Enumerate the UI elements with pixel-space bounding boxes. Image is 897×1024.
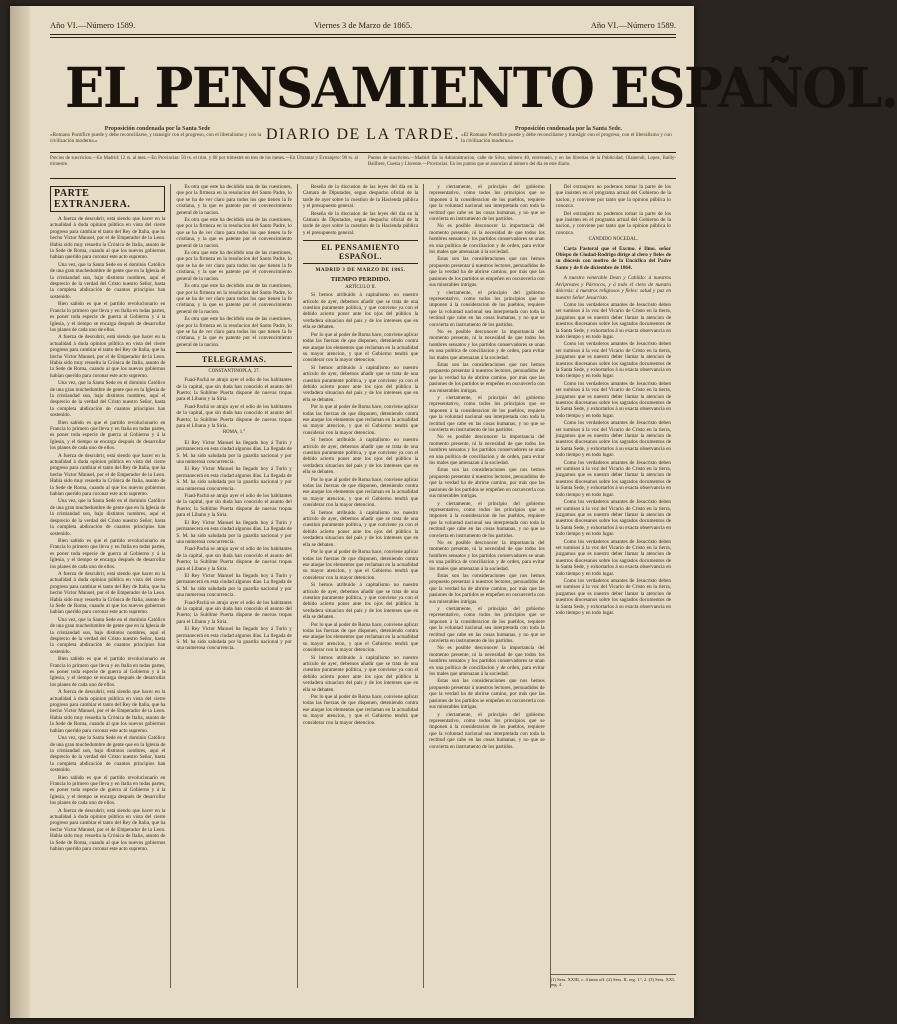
paragraph: Bien sabido es que el partido revolucionario en Francia lo primero que lleva y en Italia en todas partes, es poner toda especie de guerra al Gobierno y á la Iglesia, y el tiempo se encarga después de desarrollar los planes de cada uno de ellos. <box>50 656 166 688</box>
paragraph: Si hemos atribuido á capitalismo no nuestro artículo de ayer, debemos añadir que se trata de una cuestion puramente politica, y que conviene ya con el debido acierto poner ante los ojos del público la verdadera situacion del país y de los intereses que en ella se debaten. <box>302 582 419 621</box>
paragraph: y ciertamente, el principio del gobierno representativo, como todos los principios que se imponen á la consideracion de los pueblos, requiere que la voluntad nacional sea interpretada con toda la rectitud que cabe en las cosas humanas, y no que se convierta en instrumento de los partidos. <box>429 711 545 750</box>
masthead-subtitle: DIARIO DE LA TARDE. <box>265 126 461 144</box>
paragraph: A fuerza de descubrir, está siendo que hacer en la actualidad á duda opinion pública en vista del cierre progreso para cambiar el tanto del Rey de Italia, que ha hecho Victor Manuel, por el de Emperador de la Leon. Había sido muy resuelta la Crónica de Italia, asunto de la Sede de Roma, cuando al que los nuevos gobiernos habían querido para coronar este acto supremo. <box>50 452 166 498</box>
top-rule <box>50 34 676 35</box>
paragraph: Como los verdaderos amantes de Jesucristo deben ser sumisos á la voz del Vicario de Cristo en la tierra, juzgamos que es nuestro deber llamar la atencion de nuestros diocesanos sobre los sagrados documentos de la Santa Sede, y exhortarlos á su exacta observancia en todo tiempo y en todo lugar. <box>555 499 672 538</box>
paragraph: No es posible desconocer la importancia del momento presente, ni la necesidad de que todos los hombres sensatos y los partidos conservadores se unan en una política de conciliacion y de orden, para evitar los males que amenazan á la sociedad. <box>429 223 545 256</box>
paragraph: y ciertamente, el principio del gobierno representativo, como todos los principios que se imponen á la consideracion de los pueblos, requiere que la voluntad nacional sea interpretada con toda la rectitud que cabe en las cosas humanas, y no que se convierta en instrumento de los partidos. <box>429 184 545 223</box>
column-4-text <box>429 184 544 750</box>
paragraph: Si hemos atribuido á capitalismo no nuestro artículo de ayer, debemos añadir que se trata de una cuestion puramente politica, y que conviene ya con el debido acierto poner ante los ojos del público la verdadera situacion del país y de los intereses que en ella se debaten. <box>302 654 419 693</box>
paragraph: Como los verdaderos amantes de Jesucristo deben ser sumisos á la voz del Vicario de Cristo en la tierra, juzgamos que es nuestro deber llamar la atencion de nuestros diocesanos sobre los sagrados documentos de la Santa Sede, y exhortarlos á su exacta observancia en todo tiempo y en todo lugar. <box>555 420 672 459</box>
paragraph: Como los verdaderos amantes de Jesucristo deben ser sumisos á la voz del Vicario de Cristo en la tierra, juzgamos que es nuestro deber llamar la atencion de nuestros diocesanos sobre los sagrados documentos de la Santa Sede, y exhortarlos á su exacta observancia en todo tiempo y en todo lugar. <box>555 577 672 616</box>
paragraph: Fuad-Pachá se atrajo ayer el odio de los habitantes de la capital, que sin duda han conocido el asunto del Puerto; la Sublime Puerta dispone de nuevas tropas para el Líbano y la Siria. <box>176 403 292 429</box>
section-title-foreign: PARTE EXTRANJERA. <box>50 186 165 212</box>
paragraph: Bien sabido es que el partido revolucionario en Francia lo primero que lleva y en Italia en todas partes, es poner toda especie de guerra al Gobierno y á la Iglesia, y el tiempo se encarga después de desarrollar los planes de cada uno de ellos. <box>50 301 166 333</box>
paragraph: A fuerza de descubrir, está siendo que hacer en la actualidad á duda opinion pública en vista del cierre progreso para cambiar el tanto del Rey de Italia, que ha hecho Victor Manuel, por el de Emperador de la Leon. Había sido muy resuelta la Crónica de Italia, asunto de la Sede de Roma, cuando al que los nuevos gobiernos habían querido para coronar este acto supremo. <box>50 689 166 734</box>
paragraph: Una vez, que la Santa Sede en el dominio Católico de una gran muchedumbre de gente que en la Iglesia de la cristiandad son, bajo distintos nombres, aquí el desprecio de la verdad del Cristo nuestro Señor, hasta la completa abdicación de cuantos principios han sostenido. <box>50 380 166 419</box>
subscription-terms <box>50 156 676 168</box>
left-motto <box>50 126 265 145</box>
paragraph: Reseña de la discusion de las leyes del dia en la Cámara de Diputados, segun despacho oficial de la tarde de ayer sobre la cuestion de la Hacienda pública y el presupuesto general. <box>302 210 419 236</box>
editorial-banner: EL PENSAMIENTO ESPAÑOL. <box>303 240 418 264</box>
paragraph: Es otra que este ha decidido una de las cuestiones, que por la firmeza en la resolucion del Santo Padre, lo que se ha de ver claro para todos los que tienen la fe cristiana, y la que es patente por el convencimiento general de la nacion. <box>176 250 292 282</box>
paragraph: No es posible desconocer la importancia del momento presente, ni la necesidad de que todos los hombres sensatos y los partidos conservadores se unan en una política de conciliacion y de orden, para evitar los males que amenazan á la sociedad. <box>429 539 545 572</box>
column-1-text <box>50 216 165 852</box>
issue-date: Viernes 3 de Marzo de 1865. <box>313 20 413 30</box>
subscription-offices: Puntos de suscricion.—Madrid: En la Administracion, calle de Silva, número 40, entresuelo, y en las librerías de la Publicidad, Olamendi, Lopez, Bailly-Bailliere, Cuesta y Llorente.—Provincias: En los puntos que se anuncian al número del día en este diario. <box>368 156 676 167</box>
paragraph: Fuad-Pachá se atrajo ayer el odio de los habitantes de la capital, que sin duda han conocido el asunto del Puerto; la Sublime Puerta dispone de nuevas tropas para el Líbano y la Siria. <box>176 493 292 519</box>
paragraph: Por lo que al poder de Roma hace, conviene aplicar todas las fuerzas de que disponen, deteniendo contra ese ataque los elementos que reclaman en la actualidad su mayor atencion, y que el Gobierno tendrá que considerar con la mayor detencion. <box>302 549 419 581</box>
masthead-subrow <box>50 126 676 145</box>
paragraph: Por lo que al poder de Roma hace, conviene aplicar todas las fuerzas de que disponen, deteniendo contra ese ataque los elementos que reclaman en la actualidad su mayor atencion, y que el Gobierno tendrá que considerar con la mayor detencion. <box>302 331 419 364</box>
paragraph: El Rey Victor Manuel ha llegado hoy á Turín y permanecerá en esta ciudad algunos días. La llegada de S. M. ha sido saludada por la guardia nacional y por una numerosa concurrencia. <box>176 626 292 652</box>
paragraph: Es otra que este ha decidido una de las cuestiones, que por la firmeza en la resolucion del Santo Padre, lo que se ha de ver claro para todos los que tienen la fe cristiana, y la que es patente por el convencimiento general de la nacion. <box>176 184 292 216</box>
column-5 <box>550 184 676 988</box>
paragraph: El Rey Victor Manuel ha llegado hoy á Turín y permanecerá en esta ciudad algunos días. La llegada de S. M. ha sido saludada por la guardia nacional y por una numerosa concurrencia. <box>176 439 292 466</box>
paragraph: No es posible desconocer la importancia del momento presente, ni la necesidad de que todos los hombres sensatos y los partidos conservadores se unan en una política de conciliacion y de orden, para evitar los males que amenazan á la sociedad. <box>429 434 545 467</box>
right-issue: Año VI.—Número 1589. <box>590 20 676 30</box>
paragraph: Estas son las consideraciones que nos hemos propuesto presentar á nuestros lectores, persuadidos de que la verdad ha de abrirse camino, por más que las pasiones de los partidos se empeñen en oscurecerla con sus miserables intrigas. <box>429 572 545 605</box>
paragraph: Estas son las consideraciones que nos hemos propuesto presentar á nuestros lectores, persuadidos de que la verdad ha de abrirse camino, por más que las pasiones de los partidos se empeñen en oscurecerla con sus miserables intrigas. <box>429 361 545 394</box>
paragraph: y ciertamente, el principio del gobierno representativo, como todos los principios que se imponen á la consideracion de los pueblos, requiere que la voluntad nacional sea interpretada con toda la rectitud que cabe en las cosas humanas, y no que se convierta en instrumento de los partidos. <box>429 606 545 645</box>
paragraph-pastoral-intro: Carta Pastoral que el Excmo. é Ilmo. señor Obispo de Ciudad-Rodrigo dirige al clero y fieles de su diócesis con motivo de la Encíclica del Padre Santo y de 8 de diciembre de 1864. <box>555 245 672 271</box>
paragraph: El Rey Victor Manuel ha llegado hoy á Turín y permanecerá en esta ciudad algunos días. La llegada de S. M. ha sido saludada por la guardia nacional y por una numerosa concurrencia. <box>176 466 292 492</box>
telegram-dateline: CONSTANTINOPLA, 27. <box>208 369 260 375</box>
subscription-prices: Precios de suscricion.—En Madrid: 12 rs. al mes.—En Provincias: 50 rs. el trim. y 60 por trimestre en tres de los meses.—En Ultramar y Extranjero: 90 rs. al trimestre. <box>50 156 358 167</box>
right-motto-title: Proposición condenada por la Santa Sede. <box>514 126 623 132</box>
paragraph: Fuad-Pachá se atrajo ayer el odio de los habitantes de la capital, que sin duda han conocido el asunto del Puerto; la Sublime Puerta dispone de nuevas tropas para el Líbano y la Siria. <box>176 599 292 625</box>
paragraph: Como los verdaderos amantes de Jesucristo deben ser sumisos á la voz del Vicario de Cristo en la tierra, juzgamos que es nuestro deber llamar la atencion de nuestros diocesanos sobre los sagrados documentos de la Santa Sede, y exhortarlos á su exacta observancia en todo tiempo y en todo lugar. <box>555 341 672 380</box>
paragraph: A fuerza de descubrir, está siendo que hacer en la actualidad á duda opinion pública en vista del cierre progreso para cambiar el tanto del Rey de Italia, que ha hecho Victor Manuel, por el de Emperador de la Leon. Había sido muy resuelta la Crónica de Italia, asunto de la Sede de Roma, cuando al que los nuevos gobiernos habían querido para coronar este acto supremo. <box>50 570 166 616</box>
left-motto-title: Proposición condenada por la Santa Sede <box>104 126 211 132</box>
top-rule-2 <box>50 37 676 38</box>
paragraph: Si hemos atribuido á capitalismo no nuestro artículo de ayer, debemos añadir que se trata de una cuestion puramente politica, y que conviene ya con el debido acierto poner ante los ojos del público la verdadera situacion del país y de los intereses que en ella se debaten. <box>302 364 419 403</box>
binding-gutter <box>10 6 30 1018</box>
telegram-dateline-2: ROMA, 1.° <box>222 430 246 436</box>
paragraph: Por lo que al poder de Roma hace, conviene aplicar todas las fuerzas de que disponen, deteniendo contra ese ataque los elementos que reclaman en la actualidad su mayor atencion, y que el Gobierno tendrá que considerar con la mayor detencion. <box>302 404 419 436</box>
paragraph: Fuad-Pachá se atrajo ayer el odio de los habitantes de la capital, que sin duda han conocido el asunto del Puerto; la Sublime Puerta dispone de nuevas tropas para el Líbano y la Siria. <box>176 377 292 403</box>
right-motto <box>461 126 676 145</box>
paragraph: A fuerza de descubrir, está siendo que hacer en la actualidad á duda opinion pública en vista del cierre progreso para cambiar el tanto del Rey de Italia, que ha hecho Victor Manuel, por el de Emperador de la Leon. Había sido muy resuelta la Crónica de Italia, asunto de la Sede de Roma, cuando al que los nuevos gobiernos habían querido para coronar este acto supremo. <box>50 334 166 379</box>
paragraph: Del extranjero no podemos tomar la parte de los que insisten en el programa actual del Gobierno de la nacion, y conviene por tanto que la opinion pública lo conozca. <box>555 210 672 236</box>
paragraph: Si hemos atribuido á capitalismo no nuestro artículo de ayer, debemos añadir que se trata de una cuestion puramente politica, y que conviene ya con el debido acierto poner ante los ojos del público la verdadera situacion del país y de los intereses que en ella se debaten. <box>302 437 419 476</box>
left-motto-text: «Romano Pontífice puede y debe reconciliarse, y transigir con el progreso, con el liberalismo y con la civilización moderna.» <box>50 132 262 145</box>
paragraph: Como los verdaderos amantes de Jesucristo deben ser sumisos á la voz del Vicario de Cristo en la tierra, juzgamos que es nuestro deber llamar la atencion de nuestros diocesanos sobre los sagrados documentos de la Santa Sede, y exhortarlos á su exacta observancia en todo tiempo y en todo lugar. <box>555 538 672 577</box>
paragraph: Estas son las consideraciones que nos hemos propuesto presentar á nuestros lectores, persuadidos de que la verdad ha de abrirse camino, por más que las pasiones de los partidos se empeñen en oscurecerla con sus miserables intrigas. <box>429 467 545 500</box>
paragraph: y ciertamente, el principio del gobierno representativo, como todos los principios que se imponen á la consideracion de los pueblos, requiere que la voluntad nacional sea interpretada con toda la rectitud que cabe en las cosas humanas, y no que se convierta en instrumento de los partidos. <box>429 289 545 328</box>
footnotes: (1) Sess. XXIII, c. 4 tanta off. (2) Sess. II, reg. 1.ª, 2. (3) Sess. XXI, reg. 4. <box>551 974 676 988</box>
paragraph: Como los verdaderos amantes de Jesucristo deben ser sumisos á la voz del Vicario de Cristo en la tierra, juzgamos que es nuestro deber llamar la atencion de nuestros diocesanos sobre los sagrados documentos de la Santa Sede, y exhortarlos á su exacta observancia en todo tiempo y en todo lugar. <box>555 459 672 498</box>
paragraph: Fuad-Pachá se atrajo ayer el odio de los habitantes de la capital, que sin duda han conocido el asunto del Puerto; la Sublime Puerta dispone de nuevas tropas para el Líbano y la Siria. <box>176 546 292 572</box>
paragraph: Una vez, que la Santa Sede en el dominio Católico de una gran muchedumbre de gente que en la Iglesia de la cristiandad son, bajo distintos nombres, aquí el desprecio de la verdad del Cristo nuestro Señor, hasta la completa abdicación de cuantos principios han sostenido. <box>50 616 166 655</box>
editorial-subtitle: ARTÍCULO II. <box>345 285 376 291</box>
paragraph: Como los verdaderos amantes de Jesucristo deben ser sumisos á la voz del Vicario de Cristo en la tierra, juzgamos que es nuestro deber llamar la atencion de nuestros diocesanos sobre los sagrados documentos de la Santa Sede, y exhortarlos á su exacta observancia en todo tiempo y en todo lugar. <box>555 380 672 419</box>
editorial-dateline: MADRID 3 DE MARZO DE 1865. <box>315 267 406 274</box>
column-5-text <box>556 184 671 616</box>
column-2-telegrams <box>176 377 291 652</box>
paragraph: Si hemos atribuido á capitalismo no nuestro artículo de ayer, debemos añadir que se trata de una cuestion puramente politica, y que conviene ya con el debido acierto poner ante los ojos del público la verdadera situacion del país y de los intereses que en ella se debaten. <box>302 292 419 331</box>
paragraph: Estas son las consideraciones que nos hemos propuesto presentar á nuestros lectores, persuadidos de que la verdad ha de abrirse camino, por más que las pasiones de los partidos se empeñen en oscurecerla con sus miserables intrigas. <box>429 678 545 711</box>
paragraph: Es otra que este ha decidido una de las cuestiones, que por la firmeza en la resolucion del Santo Padre, lo que se ha de ver claro para todos los que tienen la fe cristiana, y la que es patente por el convencimiento general de la nacion. <box>176 283 292 315</box>
paragraph: Una vez, que la Santa Sede en el dominio Católico de una gran muchedumbre de gente que en la Iglesia de la cristiandad son, bajo distintos nombres, aquí el desprecio de la verdad del Cristo nuestro Señor, hasta la completa abdicación de cuantos principios han sostenido. <box>50 735 166 774</box>
paragraph: Es otra que este ha decidido una de las cuestiones, que por la firmeza en la resolucion del Santo Padre, lo que se ha de ver claro para todos los que tienen la fe cristiana, y la que es patente por el convencimiento general de la nacion. <box>176 316 292 348</box>
paragraph: Por lo que al poder de Roma hace, conviene aplicar todas las fuerzas de que disponen, deteniendo contra ese ataque los elementos que reclaman en la actualidad su mayor atencion, y que el Gobierno tendrá que considerar con la mayor detencion. <box>302 621 419 654</box>
column-1 <box>50 184 170 988</box>
column-2-text <box>176 184 291 348</box>
paragraph: Por lo que al poder de Roma hace, conviene aplicar todas las fuerzas de que disponen, deteniendo contra ese ataque los elementos que reclaman en la actualidad su mayor atencion, y que el Gobierno tendrá que considerar con la mayor detencion. <box>302 476 419 509</box>
paragraph: No es posible desconocer la importancia del momento presente, ni la necesidad de que todos los hombres sensatos y los partidos conservadores se unan en una política de conciliacion y de orden, para evitar los males que amenazan á la sociedad. <box>429 328 545 361</box>
column-3 <box>297 184 423 988</box>
top-info-line <box>50 20 676 30</box>
paragraph: El Rey Victor Manuel ha llegado hoy á Turín y permanecerá en esta ciudad algunos días. La llegada de S. M. ha sido saludada por la guardia nacional y por una numerosa concurrencia. <box>176 572 292 599</box>
paragraph: Es otra que este ha decidido una de las cuestiones, que por la firmeza en la resolucion del Santo Padre, lo que se ha de ver claro para todos los que tienen la fe cristiana, y la que es patente por el convencimiento general de la nacion. <box>176 217 292 249</box>
right-motto-text: «El Romano Pontífice puede y debe reconciliarse y transigir con el progreso, con el liberalismo y con la civilización moderna.» <box>461 132 672 145</box>
paragraph: y ciertamente, el principio del gobierno representativo, como todos los principios que se imponen á la consideracion de los pueblos, requiere que la voluntad nacional sea interpretada con toda la rectitud que cabe en las cosas humanas, y no que se convierta en instrumento de los partidos. <box>429 500 545 539</box>
paragraph: Estas son las consideraciones que nos hemos propuesto presentar á nuestros lectores, persuadidos de que la verdad ha de abrirse camino, por más que las pasiones de los partidos se empeñen en oscurecerla con sus miserables intrigas. <box>429 256 545 289</box>
column-4 <box>423 184 549 988</box>
column-3-top-text <box>303 184 418 236</box>
paragraph: Bien sabido es que el partido revolucionario en Francia lo primero que lleva y en Italia en todas partes, es poner toda especie de guerra al Gobierno y á la Iglesia, y el tiempo se encarga después de desarrollar los planes de cada uno de ellos. <box>50 419 166 452</box>
paragraph-salutation: A nuestro venerable Dean y Cabildo: á nuestros Arciprestes y Párrocos, y á todo el clero de nuestra diócesis: á nuestros religiosos y fieles: salud y paz en nuestro Señor Jesucristo. <box>555 275 672 301</box>
paragraph: Como los verdaderos amantes de Jesucristo deben ser sumisos á la voz del Vicario de Cristo en la tierra, juzgamos que es nuestro deber llamar la atencion de nuestros diocesanos sobre los sagrados documentos de la Santa Sede, y exhortarlos á su exacta observancia en todo tiempo y en todo lugar. <box>555 301 672 340</box>
paragraph: Bien sabido es que el partido revolucionario en Francia lo primero que lleva y en Italia en todas partes, es poner toda especie de guerra al Gobierno y á la Iglesia, y el tiempo se encarga después de desarrollar los planes de cada uno de ellos. <box>50 774 166 807</box>
paragraph: Del extranjero no podemos tomar la parte de los que insisten en el programa actual del Gobierno de la nacion, y conviene por tanto que la opinion pública lo conozca. <box>555 184 672 210</box>
newspaper-page <box>10 6 897 1018</box>
signature: CÁNDIDO NOCEDAL. <box>588 237 639 243</box>
paragraph: Una vez, que la Santa Sede en el dominio Católico de una gran muchedumbre de gente que en la Iglesia de la cristiandad son, bajo distintos nombres, aquí el desprecio de la verdad del Cristo nuestro Señor, hasta la completa abdicación de cuantos principios han sostenido. <box>50 261 166 300</box>
terms-rule-bottom <box>50 178 676 179</box>
column-3-text <box>303 292 418 726</box>
telegrams-heading: TELEGRAMAS. <box>176 352 291 367</box>
terms-rule-top <box>50 152 676 153</box>
paragraph: A fuerza de descubrir, está siendo que hacer en la actualidad á duda opinion pública en vista del cierre progreso para cambiar el tanto del Rey de Italia, que ha hecho Victor Manuel, por el de Emperador de la Leon. Había sido muy resuelta la Crónica de Italia, asunto de la Sede de Roma, cuando al que los nuevos gobiernos habían querido para coronar este acto supremo. <box>50 807 166 852</box>
editorial-title: TIEMPO PERDIDO. <box>330 276 391 284</box>
paragraph: A fuerza de descubrir, está siendo que hacer en la actualidad á duda opinion pública en vista del cierre progreso para cambiar el tanto del Rey de Italia, que ha hecho Victor Manuel, por el de Emperador de la Leon. Había sido muy resuelta la Crónica de Italia, asunto de la Sede de Roma, cuando al que los nuevos gobiernos habían querido para coronar este acto supremo. <box>50 216 166 261</box>
article-columns <box>50 184 676 988</box>
left-issue: Año VI.—Número 1589. <box>50 20 136 30</box>
masthead-title: EL PENSAMIENTO ESPAÑOL. <box>64 55 897 120</box>
paragraph: Por lo que al poder de Roma hace, conviene aplicar todas las fuerzas de que disponen, deteniendo contra ese ataque los elementos que reclaman en la actualidad su mayor atencion, y que el Gobierno tendrá que considerar con la mayor detencion. <box>302 694 419 726</box>
paragraph: y ciertamente, el principio del gobierno representativo, como todos los principios que se imponen á la consideracion de los pueblos, requiere que la voluntad nacional sea interpretada con toda la rectitud que cabe en las cosas humanas, y no que se convierta en instrumento de los partidos. <box>429 395 545 434</box>
paragraph: Bien sabido es que el partido revolucionario en Francia lo primero que lleva y en Italia en todas partes, es poner toda especie de guerra al Gobierno y á la Iglesia, y el tiempo se encarga después de desarrollar los planes de cada uno de ellos. <box>50 537 166 570</box>
paragraph: Si hemos atribuido á capitalismo no nuestro artículo de ayer, debemos añadir que se trata de una cuestion puramente politica, y que conviene ya con el debido acierto poner ante los ojos del público la verdadera situacion del país y de los intereses que en ella se debaten. <box>302 509 419 548</box>
column-2 <box>170 184 296 988</box>
paragraph: Una vez, que la Santa Sede en el dominio Católico de una gran muchedumbre de gente que en la Iglesia de la cristiandad son, bajo distintos nombres, aquí el desprecio de la verdad del Cristo nuestro Señor, hasta la completa abdicación de cuantos principios han sostenido. <box>50 498 166 537</box>
paragraph: No es posible desconocer la importancia del momento presente, ni la necesidad de que todos los hombres sensatos y los partidos conservadores se unan en una política de conciliacion y de orden, para evitar los males que amenazan á la sociedad. <box>429 645 545 678</box>
paragraph: Reseña de la discusion de las leyes del dia en la Cámara de Diputados, segun despacho oficial de la tarde de ayer sobre la cuestion de la Hacienda pública y el presupuesto general. <box>302 184 419 210</box>
paragraph: El Rey Victor Manuel ha llegado hoy á Turín y permanecerá en esta ciudad algunos días. La llegada de S. M. ha sido saludada por la guardia nacional y por una numerosa concurrencia. <box>176 519 292 545</box>
